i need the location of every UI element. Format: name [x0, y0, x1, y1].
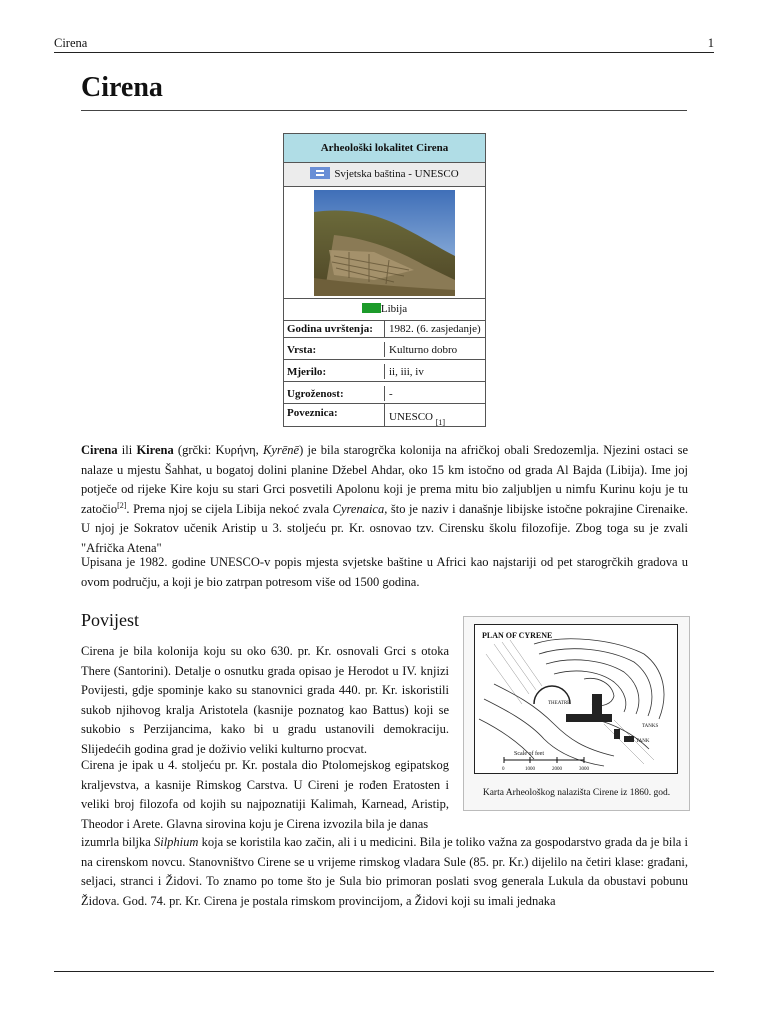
figure-caption: Karta Arheološkog nalazišta Cirene iz 1860. god. [482, 788, 671, 798]
infobox-row-endangered: Ugroženost : - [284, 382, 485, 404]
running-title: Cirena [54, 36, 88, 50]
scale-tick-1000: 1000 [525, 767, 535, 772]
infobox-heritage [284, 163, 485, 187]
cyrene-map-image [474, 624, 678, 774]
page-number: 1 [707, 36, 714, 50]
reference-2[interactable]: [2] [117, 500, 127, 510]
infobox-row-criteria: Mjerilo : ii, iii, iv [284, 360, 485, 382]
scale-tick-3000: 3000 [579, 767, 589, 772]
map-label-theatre: THEATRE [548, 701, 571, 706]
infobox-row-link: Poveznica : UNESCO [1] [284, 404, 485, 426]
infobox-row-year: Godina uvrštenja : 1982. (6. zasjedanje) [284, 321, 485, 338]
map-label-tank: TANK [636, 739, 650, 744]
map-label-tanks: TANKS [642, 724, 659, 729]
history-paragraph-2: Cirena je ipak u 4. stoljeću pr. Kr. postala dio Ptolomejskog egipatskog kraljevstva, a kasnije Rimskog Carstva. U Cireni je rođen Eratosten i veliki broj filozofa od kojih su najpoznatiji Kalimah, Karnead, Aristip, Theodor i Arete. Glavna sirovina koju je Cirena izvozila bila je danas [81, 758, 449, 831]
history-paragraph-3: izumrla biljka Silphium koja se koristila kao začin, ali i u medicini. Bila je toliko važna za gospodarstvo grada da je bila i na cirenskom novcu. Stanovništvo Cirene se u vrijeme rimskog vladara Sule (85. pr. Kr.) dijelilo na četiri klase: građani, seljaci, stranci i Židovi. To znamo po tome što je Sula bio primoran poslati svog generala Lukula da obustavi pobunu Židova. God. 74. pr. Kr. Cirena je postala rimskom provincijom, a Židovi koji su imali jednaka [81, 835, 688, 908]
libya-flag-icon [362, 303, 381, 313]
history-paragraph-1: Cirena je bila kolonija koju su oko 630. pr. Kr. osnovali Grci s otoka There (Santorini). Detalje o osnutku grada opisao je Herodot u IV. knjizi Povijesti, gdje spominje kako su stanovnici grada 440. pr. Kr. iskoristili sukob njihovog kralja Aristotela (kasnije poznatog kao Battus) koji se sukobio s Perzijancima, kako bi u gradu ustanovili demokraciju. Slijedećih godina grad je doživio veliki kulturno procvat. [81, 644, 449, 756]
heritage-label: Svjetska baština - UNESCO [334, 168, 459, 180]
infobox [283, 133, 486, 427]
infobox-country [284, 299, 485, 321]
scale-tick-0: 0 [502, 767, 505, 772]
unesco-link[interactable]: UNESCO [389, 411, 434, 423]
header-rule [54, 52, 714, 53]
section-heading-history: Povijest [81, 610, 140, 630]
infobox-image-cell [284, 187, 485, 299]
unesco-logo-icon [310, 167, 330, 179]
infobox-heading: Arheološki lokalitet Cirena [284, 134, 485, 163]
page-title: Cirena [81, 72, 163, 103]
footer-rule [54, 971, 714, 972]
unesco-paragraph: Upisana je 1982. godine UNESCO-v popis mjesta svjetske baštine u Africi kao najstariji od pet starogrčkih gradova u ovom području, a koji je bio zatrpan potresom više od 1500 godina. [81, 555, 688, 589]
running-header [54, 36, 714, 52]
map-label-scale: Scale of feet [514, 751, 544, 757]
cyrene-ruins-photo [314, 190, 455, 296]
country-link[interactable]: Libija [380, 303, 408, 315]
map-title: PLAN OF CYRENE [482, 631, 553, 640]
intro-paragraph: Cirena ili Kirena (grčki: Κυρήνη, Kyrēnē) je bila starogrčka kolonija na afričkoj obali Sredozemlja. Njezini ostaci se nalaze u mjestu Šahhat, u bogatoj dolini planine Džebel Ahdar, oko 15 km istočno od grada Al Bajda (Libija). Ime joj potječe od rijeke Kire koju su stari Grci posvetili Apolonu koji je prema mitu bio zaljubljen u nimfu Kurinu koju je tu zatočio[2]. Prema njoj se cijela Libija nekoć zvala Cyrenaica, što je naziv i današnje libijske istočne pokrajine Cirenaike. U njoj je Sokratov učenik Aristip u 3. stoljeću pr. Kr. osnovao tzv. Cirensku školu filozofije. Zbog toga su je zvali "Afrička Atena" [81, 443, 689, 555]
scale-tick-2000: 2000 [552, 767, 562, 772]
title-rule [81, 110, 687, 111]
infobox-row-type: Vrsta : Kulturno dobro [284, 338, 485, 360]
map-figure [463, 616, 690, 811]
